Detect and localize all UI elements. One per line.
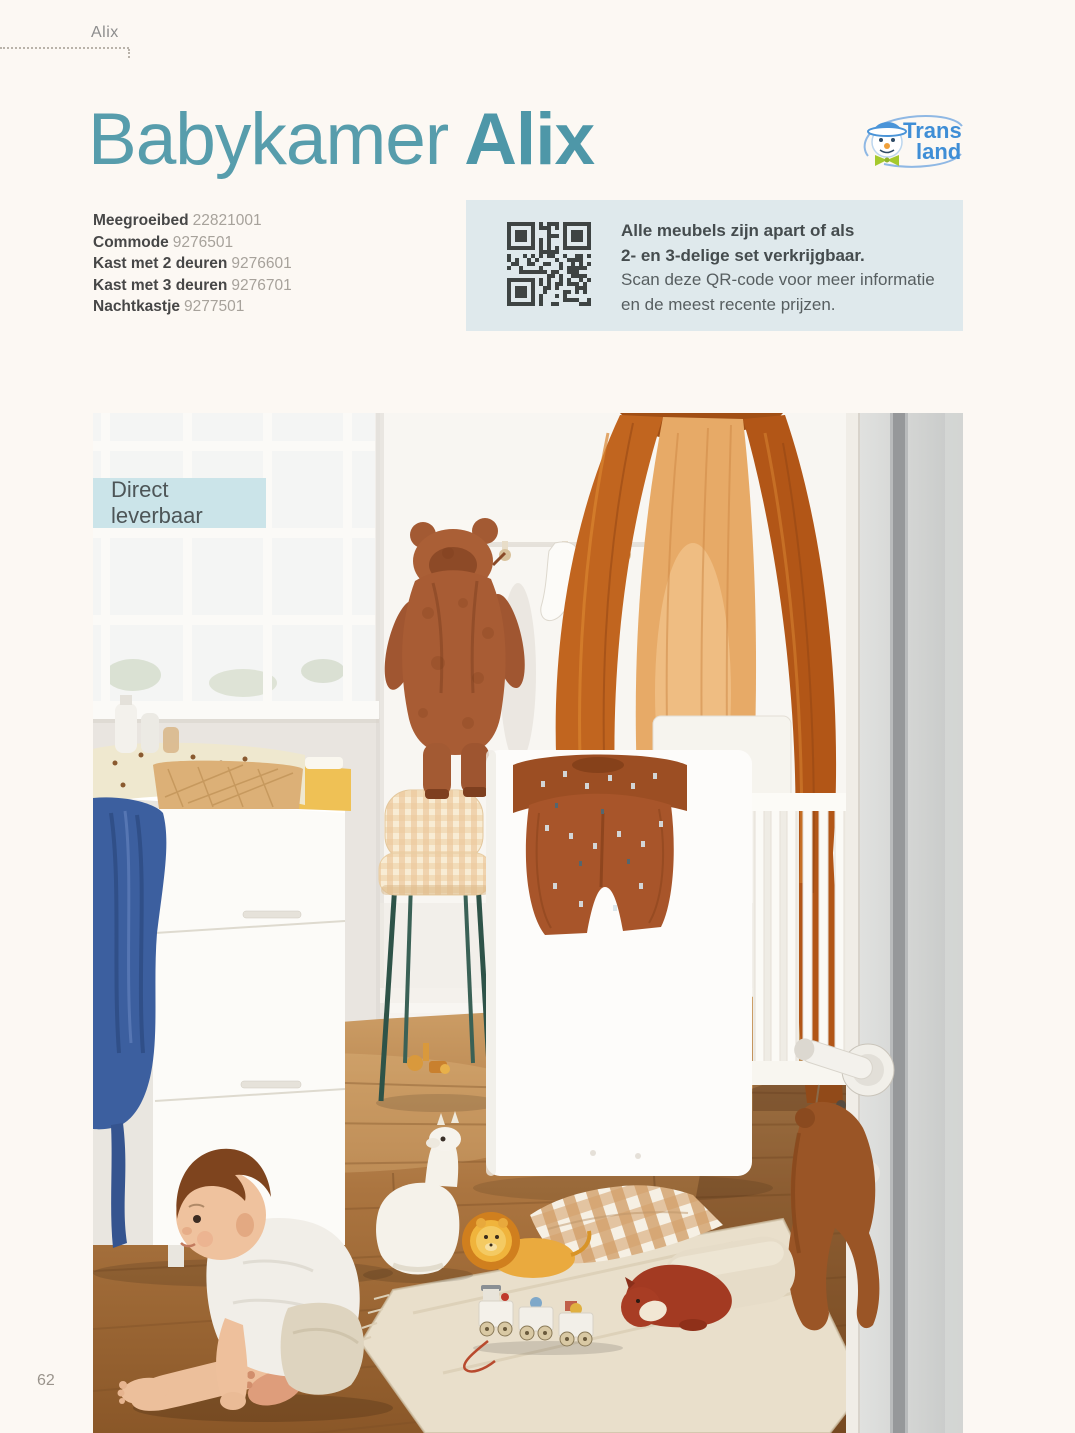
page-title — [88, 98, 594, 181]
product-label: Commode — [93, 233, 169, 251]
product-item — [93, 275, 292, 297]
product-item — [93, 232, 292, 254]
product-code: 9276701 — [231, 276, 292, 294]
product-label: Meegroeibed — [93, 212, 189, 229]
logo-mascot — [868, 122, 906, 166]
title-prefix: Babykamer — [88, 99, 449, 180]
info-line: Scan deze QR-code voor meer informatie — [621, 270, 935, 289]
product-list — [93, 210, 292, 318]
logo-text-land: land — [916, 139, 962, 164]
title-name: Alix — [464, 99, 595, 180]
info-text — [621, 219, 935, 317]
logo-text-trans: Trans — [903, 118, 962, 143]
page-number: 62 — [37, 1372, 55, 1389]
product-code: 9277501 — [184, 298, 245, 316]
info-line: en de meest recente prijzen. — [621, 294, 836, 314]
info-box — [466, 200, 963, 331]
product-code: 22821001 — [192, 212, 262, 229]
product-label: Kast met 3 deuren — [93, 276, 228, 294]
product-code: 9276601 — [231, 255, 292, 273]
qr-code-icon — [507, 222, 591, 306]
dotted-rule-tick — [128, 49, 130, 58]
info-line-bold: Alle meubels zijn apart of als — [621, 221, 855, 240]
dotted-rule — [0, 47, 129, 49]
product-item — [93, 253, 292, 275]
product-code: 9276501 — [172, 233, 234, 251]
info-line-bold: 2- en 3-delige set verkrijgbaar. — [621, 245, 865, 265]
product-item — [93, 296, 292, 318]
product-label: Kast met 2 deuren — [93, 255, 228, 273]
section-label: Alix — [91, 24, 119, 41]
room-photo — [93, 413, 963, 1433]
availability-badge: Direct leverbaar — [93, 478, 266, 528]
product-label: Nachtkastje — [93, 298, 181, 316]
product-item — [93, 210, 292, 232]
transland-logo — [858, 102, 970, 174]
photo-window — [93, 413, 379, 723]
room-photo-illustration — [93, 413, 963, 1433]
